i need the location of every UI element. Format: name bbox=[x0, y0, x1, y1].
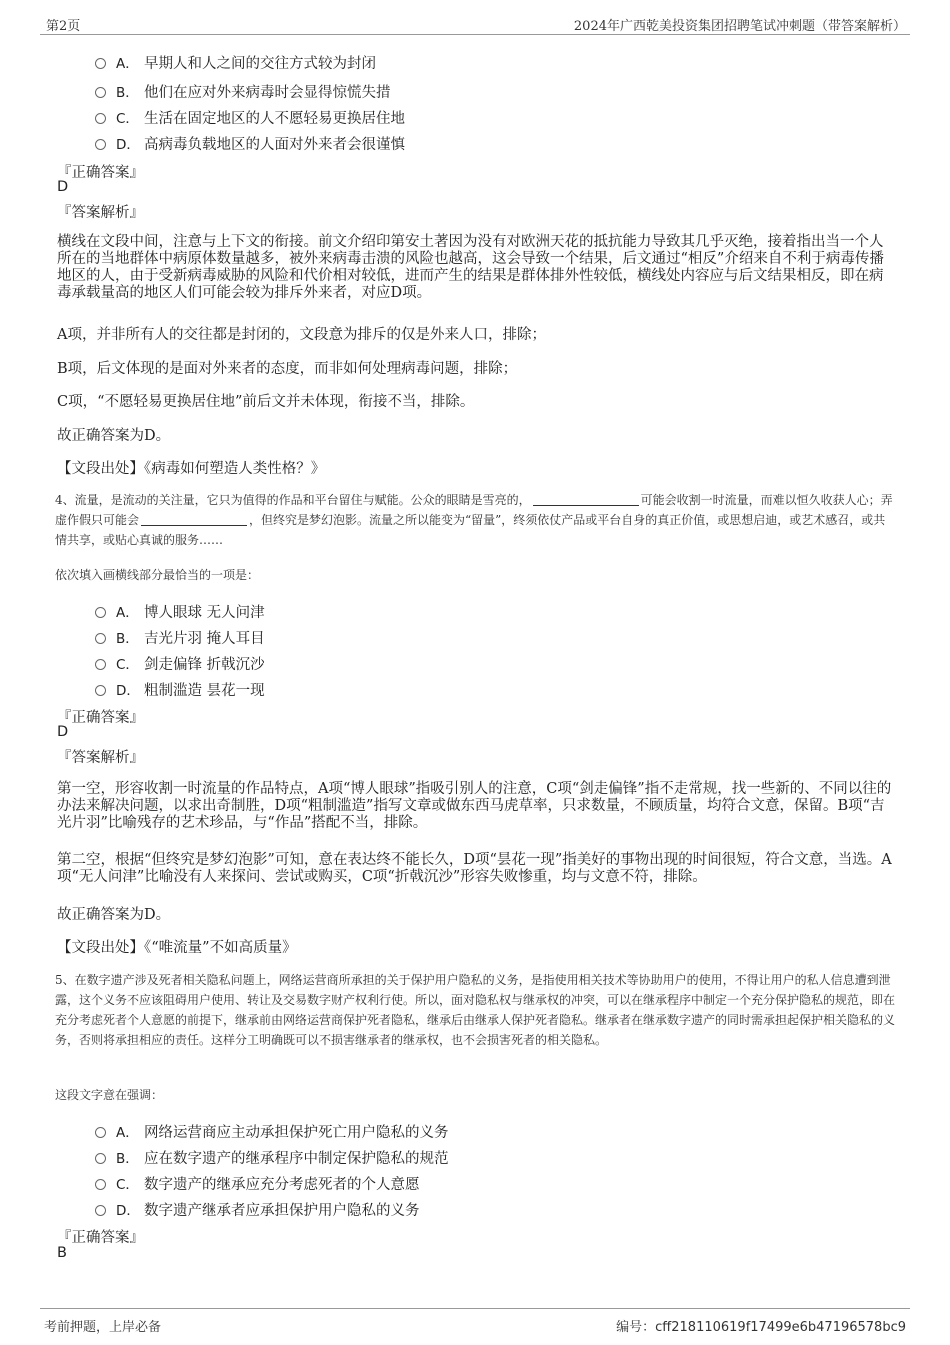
radio-icon[interactable] bbox=[95, 87, 106, 98]
q4-conclusion: 故正确答案为D。 bbox=[57, 907, 171, 923]
q4-prompt: 依次填入画横线部分最恰当的一项是： bbox=[55, 568, 260, 582]
q3-analysis-a: A项，并非所有人的交往都是封闭的，文段意为排斥的仅是外来人口，排除； bbox=[57, 327, 546, 343]
q3-conclusion: 故正确答案为D。 bbox=[57, 428, 171, 444]
q3-answer-label: 『正确答案』 bbox=[57, 165, 144, 181]
q3-analysis-label: 『答案解析』 bbox=[57, 205, 144, 221]
radio-icon[interactable] bbox=[95, 685, 106, 696]
fill-blank-2[interactable] bbox=[141, 513, 247, 526]
q5-option-c[interactable]: C． 数字遗产的继承应充分考虑死者的个人意愿 bbox=[95, 1173, 420, 1194]
q3-option-b[interactable]: B． 他们在应对外来病毒时会显得惊慌失措 bbox=[95, 81, 391, 102]
q4-option-b[interactable]: B． 吉光片羽 掩人耳目 bbox=[95, 627, 265, 648]
radio-icon[interactable] bbox=[95, 1205, 106, 1216]
page-footer bbox=[40, 1308, 910, 1335]
q4-stem: 4、流量，是流动的关注量，它只为值得的作品和平台留住与赋能。公众的眼睛是雪亮的， 可能会收割一时流量，而难以恒久收获人心；弄虚作假只可能会 ，但终究是梦幻泡影。流量之所以能变为“留量”，终须依仗产品或平台自身的真正价值，或思想启迪，或艺术感召，或共情共享，或贴心真诚的服务…… bbox=[55, 493, 893, 547]
q4-analysis-second-blank: 第二空，根据“但终究是梦幻泡影”可知，意在表达终不能长久，D项“昙花一现”指美好的事物出现的时间很短，符合文意，当选。A项“无人问津”比喻没有人来探问、尝试或购买，C项“折戟沉沙”形容失败惨重，均与文意不符，排除。 bbox=[57, 852, 892, 885]
q4-answer: D bbox=[57, 724, 69, 740]
q3-option-a[interactable]: A． 早期人和人之间的交往方式较为封闭 bbox=[95, 52, 376, 73]
radio-icon[interactable] bbox=[95, 1179, 106, 1190]
q3-analysis-paragraph: 横线在文段中间，注意与上下文的衔接。前文介绍印第安土著因为没有对欧洲天花的抵抗能力导致其几乎灭绝，接着指出当一个人所在的当地群体中病原体数量越多，被外来病毒击溃的风险也越高，这会导致一个结果，后文通过“相反”介绍来自不利于病毒传播地区的人，由于受新病毒威胁的风险和代价相对较低，进而产生的结果是群体排外性较低，横线处内容应与后文结果相反，即在病毒承载量高的地区人们可能会较为排斥外来者，对应D项。 bbox=[57, 234, 884, 301]
q4-analysis-first-blank: 第一空，形容收割一时流量的作品特点，A项“博人眼球”指吸引别人的注意，C项“剑走偏锋”指不走常规，找一些新的、不同以往的办法来解决问题，以求出奇制胜，D项“粗制滥造”指写文章或做东西马虎草率，只求数量，不顾质量，均符合文意，保留。B项“吉光片羽”比喻残存的艺术珍品，与“作品”搭配不当，排除。 bbox=[57, 781, 892, 831]
radio-icon[interactable] bbox=[95, 113, 106, 124]
q3-option-d[interactable]: D． 高病毒负载地区的人面对外来者会很谨慎 bbox=[95, 133, 405, 154]
q4-source: 【文段出处】《“唯流量”不如高质量》 bbox=[57, 940, 297, 956]
q4-option-d[interactable]: D． 粗制滥造 昙花一现 bbox=[95, 679, 265, 700]
q4-answer-label: 『正确答案』 bbox=[57, 710, 144, 726]
page-number: 第2页 bbox=[46, 19, 81, 34]
q3-option-c[interactable]: C． 生活在固定地区的人不愿轻易更换居住地 bbox=[95, 107, 405, 128]
q5-stem: 5、在数字遗产涉及死者相关隐私问题上，网络运营商所承担的关于保护用户隐私的义务，是指使用相关技术等协助用户的使用，不得让用户的私人信息遭到泄露，这个义务不应该阻碍用户使用、转让及交易数字财产权利行使。所以，面对隐私权与继承权的冲突，可以在继承程序中制定一个充分保护隐私的规范，即在充分考虑死者个人意愿的前提下，继承前由网络运营商保护死者隐私，继承后由继承人保护死者隐私。继承者在继承数字遗产的同时需承担起保护相关隐私的义务，否则将承担相应的责任。这样分工明确既可以不损害继承者的继承权，也不会损害死者的相关隐私。 bbox=[55, 973, 896, 1047]
q4-analysis-label: 『答案解析』 bbox=[57, 750, 144, 766]
q5-option-d[interactable]: D． 数字遗产继承者应承担保护用户隐私的义务 bbox=[95, 1199, 420, 1220]
radio-icon[interactable] bbox=[95, 58, 106, 69]
radio-icon[interactable] bbox=[95, 139, 106, 150]
q3-source: 【文段出处】《病毒如何塑造人类性格？》 bbox=[57, 461, 326, 477]
q3-answer: D bbox=[57, 179, 69, 195]
q4-option-c[interactable]: C． 剑走偏锋 折戟沉沙 bbox=[95, 653, 265, 674]
q5-option-a[interactable]: A． 网络运营商应主动承担保护死亡用户隐私的义务 bbox=[95, 1121, 449, 1142]
q3-analysis-c: C项，“不愿轻易更换居住地”前后文并未体现，衔接不当，排除。 bbox=[57, 394, 475, 410]
fill-blank-1[interactable] bbox=[533, 493, 639, 506]
radio-icon[interactable] bbox=[95, 633, 106, 644]
document-title: 2024年广西乾美投资集团招聘笔试冲刺题（带答案解析） bbox=[573, 19, 906, 34]
q5-answer: B bbox=[57, 1245, 67, 1261]
q4-option-a[interactable]: A． 博人眼球 无人问津 bbox=[95, 601, 265, 622]
radio-icon[interactable] bbox=[95, 1127, 106, 1138]
radio-icon[interactable] bbox=[95, 607, 106, 618]
page-header bbox=[40, 14, 910, 35]
footer-code: 编号：cff218110619f17499e6b47196578bc9 bbox=[616, 1320, 906, 1335]
radio-icon[interactable] bbox=[95, 1153, 106, 1164]
q5-option-b[interactable]: B． 应在数字遗产的继承程序中制定保护隐私的规范 bbox=[95, 1147, 449, 1168]
q5-answer-label: 『正确答案』 bbox=[57, 1230, 144, 1246]
q5-prompt: 这段文字意在强调： bbox=[55, 1088, 164, 1102]
footer-slogan: 考前押题，上岸必备 bbox=[44, 1320, 162, 1335]
q3-analysis-b: B项，后文体现的是面对外来者的态度，而非如何处理病毒问题，排除； bbox=[57, 361, 518, 377]
radio-icon[interactable] bbox=[95, 659, 106, 670]
